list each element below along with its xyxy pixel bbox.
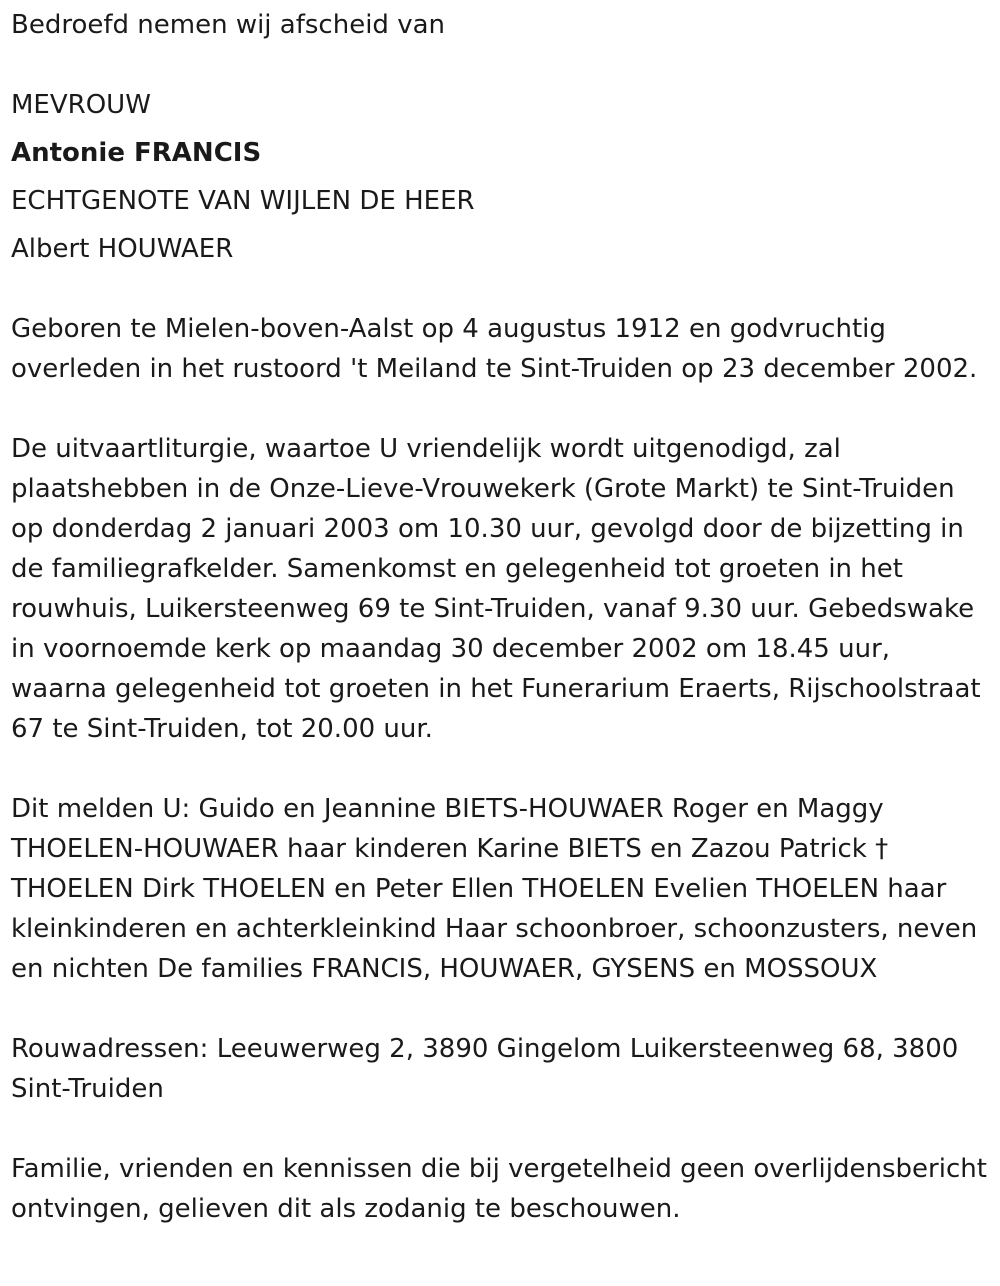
spouse-label: ECHTGENOTE VAN WIJLEN DE HEER: [11, 186, 475, 216]
family-paragraph: Dit melden U: Guido en Jeannine BIETS-HOUWAER Roger en Maggy THOELEN-HOUWAER haar kinderen Karine BIETS en Zazou Patrick † THOELEN Dirk THOELEN en Peter Ellen THOELEN Evelien THOELEN haar kleinkinderen en achterkleinkind Haar schoonbroer, schoonzusters, neven en nichten De families FRANCIS, HOUWAER, GYSENS en MOSSOUX: [11, 794, 978, 984]
deceased-block: [11, 85, 990, 269]
closing-paragraph: Familie, vrienden en kennissen die bij vergetelheid geen overlijdensbericht ontvingen, gelieven dit als zodanig te beschouwen.: [11, 1154, 987, 1224]
intro-text: Bedroefd nemen wij afscheid van: [11, 10, 445, 40]
birth-death-paragraph: Geboren te Mielen-boven-Aalst op 4 augustus 1912 en godvruchtig overleden in het rustoord 't Meiland te Sint-Truiden op 23 december 2002.: [11, 314, 978, 384]
funeral-paragraph: De uitvaartliturgie, waartoe U vriendelijk wordt uitgenodigd, zal plaatshebben in de Onze-Lieve-Vrouwekerk (Grote Markt) te Sint-Truiden op donderdag 2 januari 2003 om 10.30 uur, gevolgd door de bijzetting in de familiegrafkelder. Samenkomst en gelegenheid tot groeten in het rouwhuis, Luikersteenweg 69 te Sint-Truiden, vanaf 9.30 uur. Gebedswake in voornoemde kerk op maandag 30 december 2002 om 18.45 uur, waarna gelegenheid tot groeten in het Funerarium Eraerts, Rijschoolstraat 67 te Sint-Truiden, tot 20.00 uur.: [11, 434, 981, 744]
deceased-name: Antonie FRANCIS: [11, 138, 262, 168]
title-prefix: MEVROUW: [11, 90, 151, 120]
addresses-paragraph: Rouwadressen: Leeuwerweg 2, 3890 Gingelom Luikersteenweg 68, 3800 Sint-Truiden: [11, 1034, 959, 1104]
spouse-name: Albert HOUWAER: [11, 234, 234, 264]
